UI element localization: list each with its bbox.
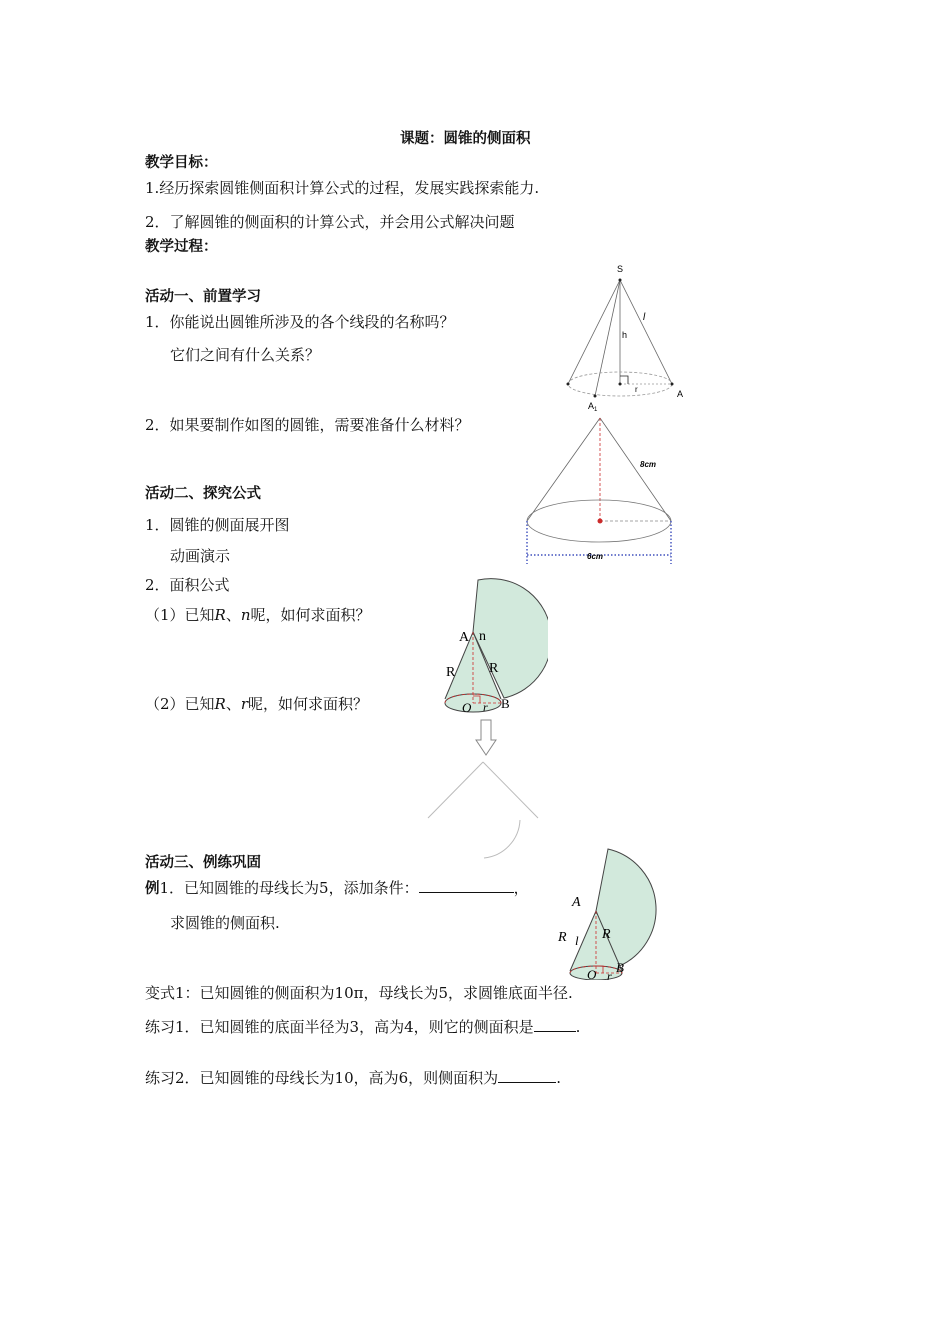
practice-1 [145, 1017, 580, 1037]
cone-measure-figure [520, 410, 680, 570]
sub1-var-r: R [214, 606, 226, 624]
label-l: l [643, 312, 646, 323]
down-arrow-icon [474, 718, 498, 758]
cone-sector-figure-1 [438, 572, 548, 717]
practice1-blank [534, 1017, 576, 1032]
goals-heading: 教学目标： [145, 155, 218, 171]
label-slant-left-r-2: R [558, 930, 567, 945]
example-label: 例 [145, 881, 160, 897]
label-r: r [635, 385, 638, 394]
sub2-var-r: R [214, 695, 226, 713]
page-title: 课题：圆锥的侧面积 [400, 131, 531, 147]
activity2-heading: 活动二、探究公式 [145, 486, 261, 502]
practice1-text: 练习1．已知圆锥的底面半径为3，高为4，则它的侧面积是 [145, 1018, 534, 1036]
example-comma: ， [513, 879, 529, 897]
sub1-suffix: 呢，如何求面积？ [250, 606, 371, 624]
practice1-end: . [575, 1018, 581, 1036]
sub2-suffix: 呢，如何求面积？ [248, 695, 369, 713]
label-slant-left-r: R [446, 665, 456, 680]
cone-sector-figure-2 [555, 845, 670, 980]
practice-2 [145, 1068, 561, 1088]
goal-item-1: 1.经历探索圆锥侧面积计算公式的过程，发展实践探索能力. [145, 179, 540, 197]
label-point-b: B [501, 696, 510, 711]
activity2-item-2: 2．面积公式 [145, 576, 230, 594]
label-6cm: 6cm [587, 552, 604, 561]
label-apex-a-2: A [572, 895, 581, 910]
label-angle-n: n [479, 629, 486, 644]
activity1-question-1: 1．你能说出圆锥所涉及的各个线段的名称吗？ [145, 313, 455, 331]
example-blank [419, 878, 514, 893]
label-h: h [622, 330, 628, 340]
sub2-var-r-small: r [240, 695, 249, 713]
activity1-question-2: 2．如果要制作如图的圆锥，需要准备什么材料？ [145, 416, 470, 434]
activity2-sub-2 [145, 694, 368, 714]
unfolded-sector-sketch [422, 758, 547, 863]
label-center-o-2: O [587, 967, 597, 980]
cone-labeled-figure [560, 260, 695, 415]
process-heading: 教学过程： [145, 239, 218, 255]
example-1b: 求圆锥的侧面积. [170, 914, 280, 932]
sub2-sep: 、 [225, 695, 241, 713]
label-slant-right-r-2: R [602, 927, 611, 942]
sub1-sep: 、 [225, 606, 241, 624]
activity3-heading: 活动三、例练巩固 [145, 855, 261, 871]
label-slant-l-2: l [575, 933, 579, 948]
label-slant-right-r: R [489, 661, 499, 676]
activity1-question-1b: 它们之间有什么关系？ [170, 346, 321, 364]
activity2-item-1: 1．圆锥的侧面展开图 [145, 516, 290, 534]
activity1-heading: 活动一、前置学习 [145, 289, 261, 305]
sub1-var-n: n [240, 606, 251, 624]
label-point-b-2: B [616, 960, 624, 975]
label-8cm: 8cm [640, 460, 657, 469]
example-text: 1．已知圆锥的母线长为5，添加条件： [159, 879, 419, 897]
activity2-item-1b: 动画演示 [170, 547, 231, 565]
label-s: S [617, 264, 624, 274]
label-center-o: O [462, 700, 472, 715]
sub2-prefix: （2）已知 [145, 695, 215, 713]
label-a1: $A_1$ [588, 401, 598, 413]
label-radius-r: r [483, 700, 488, 714]
label-apex-a: A [459, 630, 470, 645]
goal-item-2: 2．了解圆锥的侧面积的计算公式，并会用公式解决问题 [145, 213, 515, 231]
label-radius-r-2: r [607, 969, 612, 980]
example-1 [145, 878, 529, 899]
practice2-text: 练习2．已知圆锥的母线长为10，高为6，则侧面积为 [145, 1069, 499, 1087]
activity2-sub-1 [145, 605, 371, 625]
practice2-blank [498, 1068, 556, 1083]
variant-1: 变式1：已知圆锥的侧面积为10π，母线长为5，求圆锥底面半径. [145, 984, 573, 1002]
sub1-prefix: （1）已知 [145, 606, 215, 624]
practice2-end: . [556, 1069, 561, 1087]
label-a: A [677, 389, 684, 399]
